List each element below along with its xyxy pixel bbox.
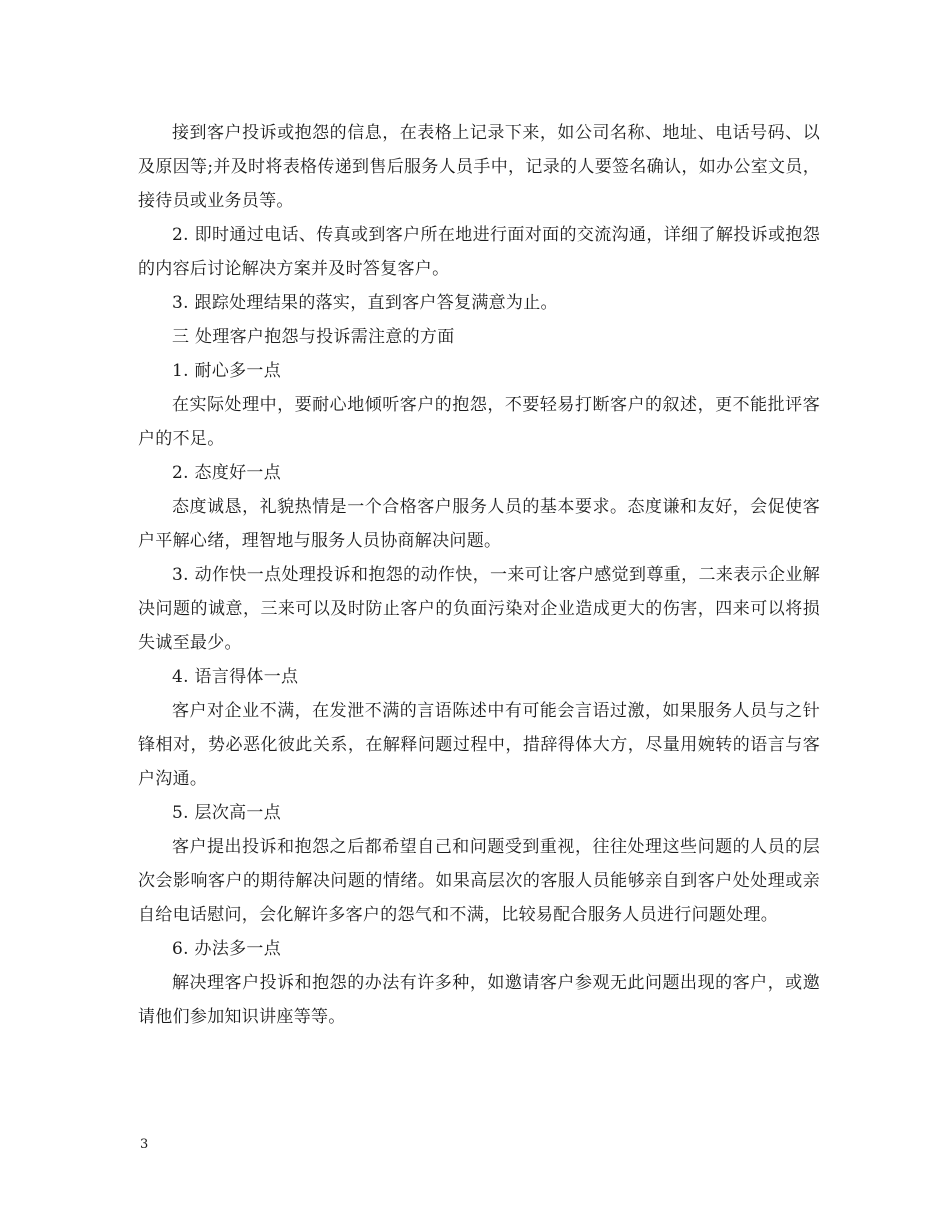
subheading: 5. 层次高一点 (172, 803, 282, 823)
section-heading: 三 处理客户抱怨与投诉需注意的方面 (172, 327, 455, 347)
paragraph: 3. 动作快一点处理投诉和抱怨的动作快，一来可让客户感觉到尊重，二来表示企业解决问题的诚意，三来可以及时防止客户的负面污染对企业造成更大的伤害，四来可以将损失诚至最少。 (138, 565, 820, 653)
page-number: 3 (140, 1137, 149, 1152)
paragraph: 态度诚恳，礼貌热情是一个合格客户服务人员的基本要求。态度谦和友好，会促使客户平解心绪，理智地与服务人员协商解决问题。 (138, 497, 820, 551)
subheading: 1. 耐心多一点 (172, 361, 282, 381)
paragraph: 客户提出投诉和抱怨之后都希望自己和问题受到重视，往往处理这些问题的人员的层次会影响客户的期待解决问题的情绪。如果高层次的客服人员能够亲自到客户处处理或亲自给电话慰问，会化解许多客户的怨气和不满，比较易配合服务人员进行问题处理。 (138, 837, 820, 925)
paragraph: 解决理客户投诉和抱怨的办法有许多种，如邀请客户参观无此问题出现的客户，或邀请他们参加知识讲座等等。 (138, 973, 820, 1027)
paragraph: 在实际处理中，要耐心地倾听客户的抱怨，不要轻易打断客户的叙述，更不能批评客户的不足。 (138, 395, 820, 449)
list-item: 2. 即时通过电话、传真或到客户所在地进行面对面的交流沟通，详细了解投诉或抱怨的内容后讨论解决方案并及时答复客户。 (138, 225, 820, 279)
paragraph: 接到客户投诉或抱怨的信息，在表格上记录下来，如公司名称、地址、电话号码、以及原因等;并及时将表格传递到售后服务人员手中，记录的人要签名确认，如办公室文员，接待员或业务员等。 (138, 123, 820, 211)
document-body (138, 116, 820, 1034)
subheading: 6. 办法多一点 (172, 939, 282, 959)
subheading: 2. 态度好一点 (172, 463, 282, 483)
subheading: 4. 语言得体一点 (172, 667, 299, 687)
paragraph: 客户对企业不满，在发泄不满的言语陈述中有可能会言语过激，如果服务人员与之针锋相对，势必恶化彼此关系，在解释问题过程中，措辞得体大方，尽量用婉转的语言与客户沟通。 (138, 701, 820, 789)
list-item: 3. 跟踪处理结果的落实，直到客户答复满意为止。 (172, 293, 558, 313)
